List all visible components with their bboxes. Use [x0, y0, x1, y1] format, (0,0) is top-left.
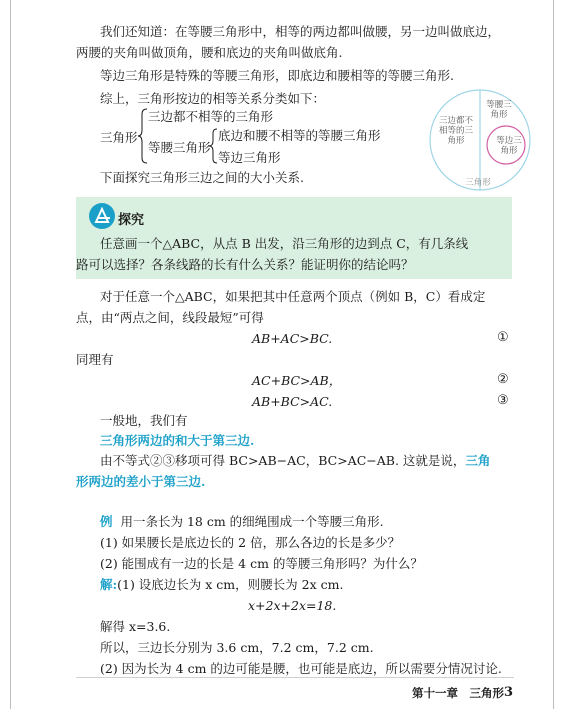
class-equilateral: 等边三角形 [218, 150, 281, 165]
example-label: 例 [100, 514, 113, 529]
solution-label: 解: [100, 577, 118, 592]
footer-chapter: 第十一章 三角形 [412, 686, 504, 700]
transition-text: 下面探究三角形三边之间的大小关系. [100, 170, 304, 185]
solution-result: 解得 x=3.6. [100, 619, 171, 634]
figure-right-label: 等腰三角形 [486, 100, 512, 120]
intro-para-2: 等边三角形是特殊的等腰三角形，即底边和腰相等的等腰三角形. [100, 68, 454, 83]
inequality-1: AB+AC>BC. [252, 331, 333, 346]
class-isosceles: 等腰三角形 [148, 140, 211, 155]
outer-brace [138, 108, 148, 164]
intro-line-1: 我们还知道：在等腰三角形中，相等的两边都叫做腰，另一边叫做底边， [100, 24, 501, 39]
solution-equation: x+2x+2x=18. [248, 598, 337, 613]
solution-line-1 [100, 577, 343, 592]
page-number: 3 [504, 685, 514, 700]
body-line-5 [100, 453, 490, 468]
figure-left-label: 三边都不相等的三角形 [438, 116, 473, 146]
body-line-3: 同理有 [76, 352, 114, 367]
explore-line-1: 任意画一个△ABC，从点 B 出发，沿三角形的边到点 C，有几条线 [100, 236, 469, 251]
intro-para-3: 综上，三角形按边的相等关系分类如下： [100, 91, 326, 106]
solution-sides: 所以，三边长分别为 3.6 cm，7.2 cm，7.2 cm. [100, 640, 374, 655]
example-question-2: (2) 能围成有一边的长是 4 cm 的等腰三角形吗？为什么？ [100, 556, 423, 571]
footer-rule [76, 677, 514, 678]
inequality-2: AC+BC>AB， [252, 373, 342, 388]
inner-brace [209, 128, 218, 164]
class-root: 三角形 [100, 130, 138, 145]
class-iso-non-equal: 底边和腰不相等的等腰三角形 [218, 128, 381, 143]
theorem-sum: 三角形两边的和大于第三边. [100, 433, 255, 448]
class-scalene: 三边都不相等的三角形 [148, 109, 274, 124]
body-line-1: 对于任意一个△ABC，如果把其中任意两个顶点（例如 B，C）看成定 [100, 289, 486, 304]
inequality-3-number: ③ [497, 393, 509, 408]
solution-part-2: (2) 因为长为 4 cm 的边可能是腰，也可能是底边，所以需要分情况讨论. [100, 661, 502, 676]
figure-inner-label: 等边三角形 [496, 136, 522, 156]
inequality-2-number: ② [497, 372, 509, 387]
body-line-5-text: 由不等式②③移项可得 BC>AB−AC，BC>AC−AB. 这就是说， [100, 453, 466, 468]
solution-step-1: (1) 设底边长为 x cm，则腰长为 2x cm. [117, 577, 344, 592]
inequality-3: AB+BC>AC. [252, 394, 333, 409]
example-text: 用一条长为 18 cm 的细绳围成一个等腰三角形. [120, 514, 384, 529]
right-margin-line [553, 0, 554, 709]
body-line-2: 点，由“两点之间，线段最短”可得 [76, 310, 264, 325]
body-line-4: 一般地，我们有 [100, 413, 188, 428]
figure-caption: 三角形 [465, 178, 491, 188]
inequality-1-number: ① [497, 330, 509, 345]
theorem-diff-end: 形两边的差小于第三边. [76, 474, 206, 489]
explore-title: 探究 [118, 213, 145, 228]
left-margin-line [10, 0, 11, 709]
intro-line-2: 两腰的夹角叫做顶角，腰和底边的夹角叫做底角. [76, 45, 343, 60]
explore-line-2: 路可以选择？各条线路的长有什么关系？能证明你的结论吗？ [76, 257, 414, 272]
example-question-1: (1) 如果腰长是底边长的 2 倍，那么各边的长是多少？ [100, 535, 401, 550]
example-heading [100, 514, 384, 529]
explore-icon [88, 202, 116, 230]
theorem-diff-start: 三角 [465, 453, 491, 468]
